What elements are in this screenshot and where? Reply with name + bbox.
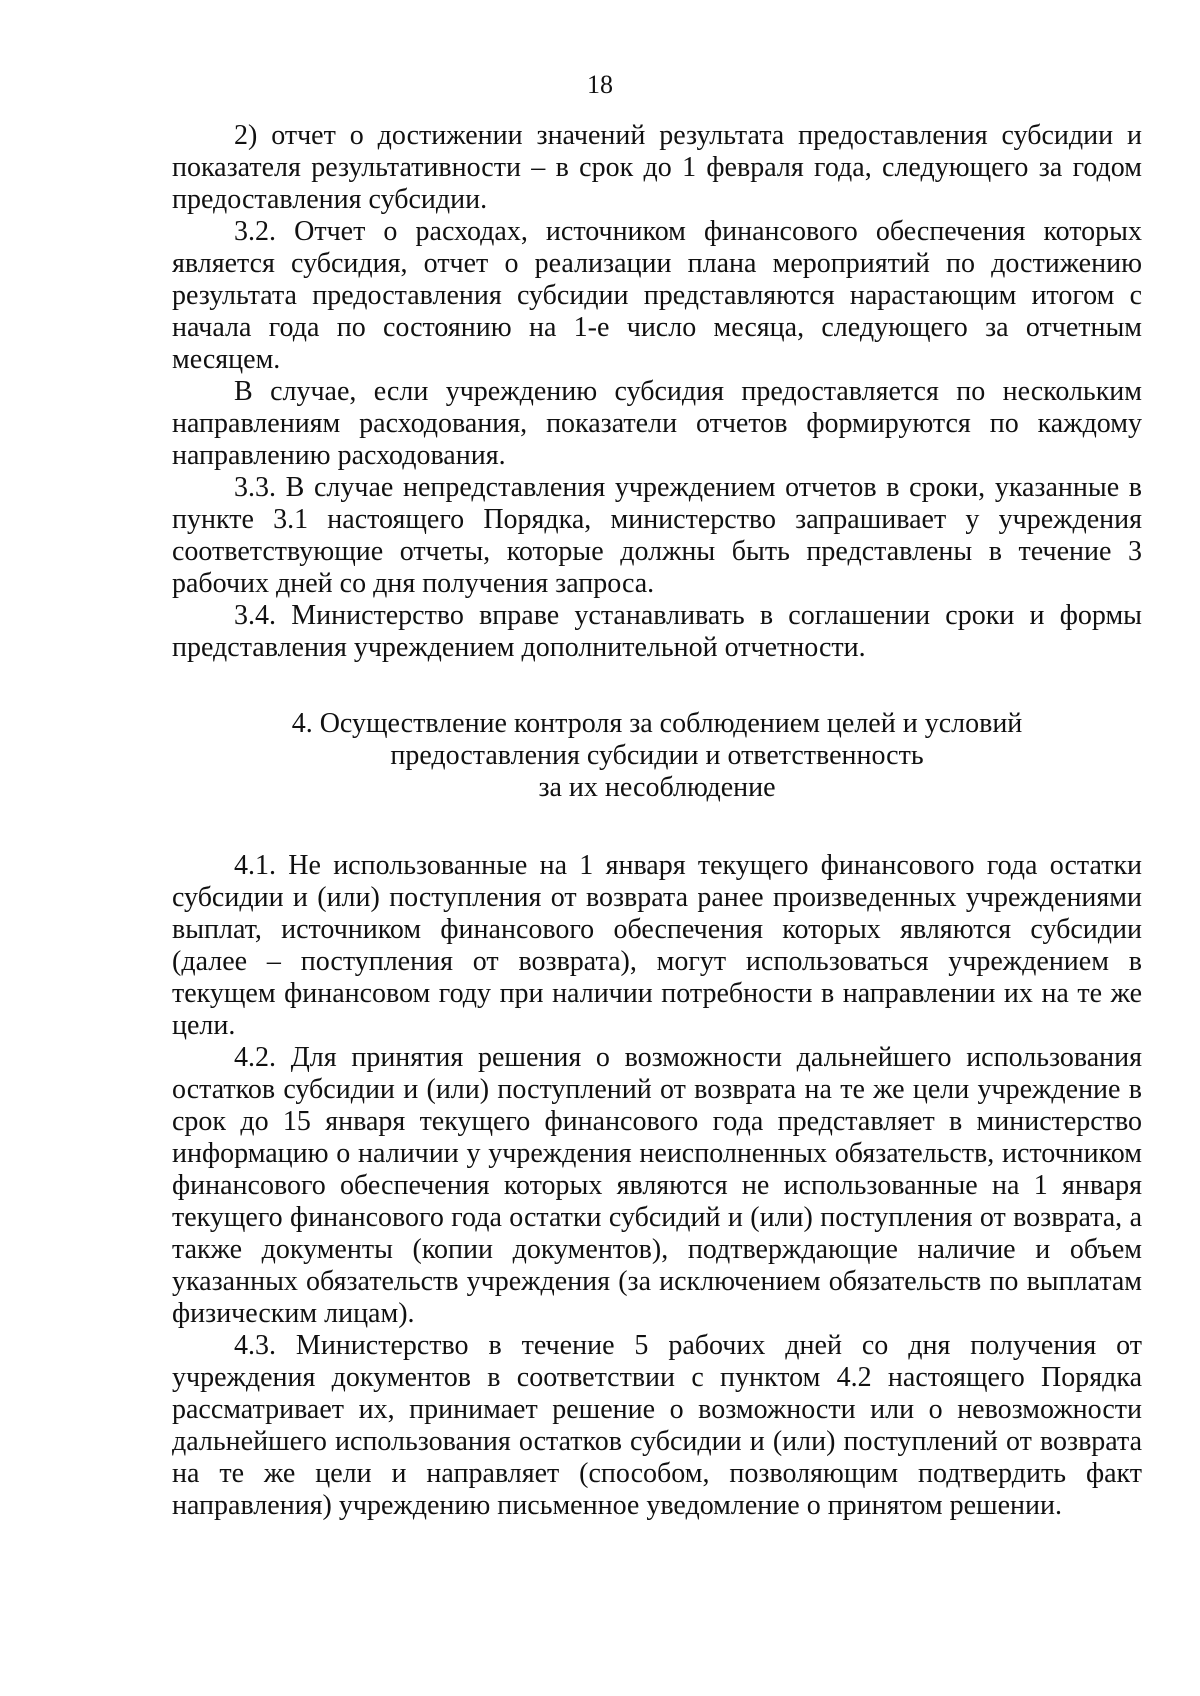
section-heading-line-2: предоставления субсидии и ответственность [390, 740, 924, 771]
paragraph-3-3: 3.3. В случае непредставления учреждением отчетов в сроки, указанные в пункте 3.1 настоящего Порядка, министерство запрашивает у учреждения соответствующие отчеты, которые должны быть представлены в течение 3 рабочих дней со дня получения запроса. [172, 472, 1142, 599]
section-heading-line-1: 4. Осуществление контроля за соблюдением целей и условий [291, 708, 1023, 739]
paragraph-2-reporting-deadline: 2) отчет о достижении значений результата предоставления субсидии и показателя результативности – в срок до 1 февраля года, следующего за годом предоставления субсидии. [172, 120, 1142, 215]
paragraph-multiple-directions: В случае, если учреждению субсидия предоставляется по нескольким направлениям расходования, показатели отчетов формируются по каждому направлению расходования. [172, 376, 1142, 471]
section-4-heading [172, 708, 1142, 804]
section-heading-line-3: за их несоблюдение [538, 772, 776, 803]
paragraph-3-4: 3.4. Министерство вправе устанавливать в соглашении сроки и формы представления учреждением дополнительной отчетности. [172, 600, 1142, 663]
paragraph-4-2: 4.2. Для принятия решения о возможности дальнейшего использования остатков субсидии и (или) поступлений от возврата на те же цели учреждение в срок до 15 января текущего финансового года представляет в министерство информацию о наличии у учреждения неисполненных обязательств, источником финансового обеспечения которых являются не использованные на 1 января текущего финансового года остатки субсидий и (или) поступления от возврата, а также документы (копии документов), подтверждающие наличие и объем указанных обязательств учреждения (за исключением обязательств по выплатам физическим лицам). [172, 1042, 1142, 1329]
page-number: 18 [587, 70, 613, 99]
paragraph-3-2: 3.2. Отчет о расходах, источником финансового обеспечения которых является субсидия, отчет о реализации плана мероприятий по достижению результата предоставления субсидии представляются нарастающим итогом с начала года по состоянию на 1-е число месяца, следующего за отчетным месяцем. [172, 216, 1142, 375]
paragraph-4-1: 4.1. Не использованные на 1 января текущего финансового года остатки субсидии и (или) поступления от возврата ранее произведенных учреждениями выплат, источником финансового обеспечения которых являются субсидии (далее – поступления от возврата), могут использоваться учреждением в текущем финансовом году при наличии потребности в направлении их на те же цели. [172, 850, 1142, 1041]
document-body [172, 120, 1142, 1522]
paragraph-4-3: 4.3. Министерство в течение 5 рабочих дней со дня получения от учреждения документов в соответствии с пунктом 4.2 настоящего Порядка рассматривает их, принимает решение о возможности или о невозможности дальнейшего использования остатков субсидии и (или) поступлений от возврата на те же цели и направляет (способом, позволяющим подтвердить факт направления) учреждению письменное уведомление о принятом решении. [172, 1330, 1142, 1521]
